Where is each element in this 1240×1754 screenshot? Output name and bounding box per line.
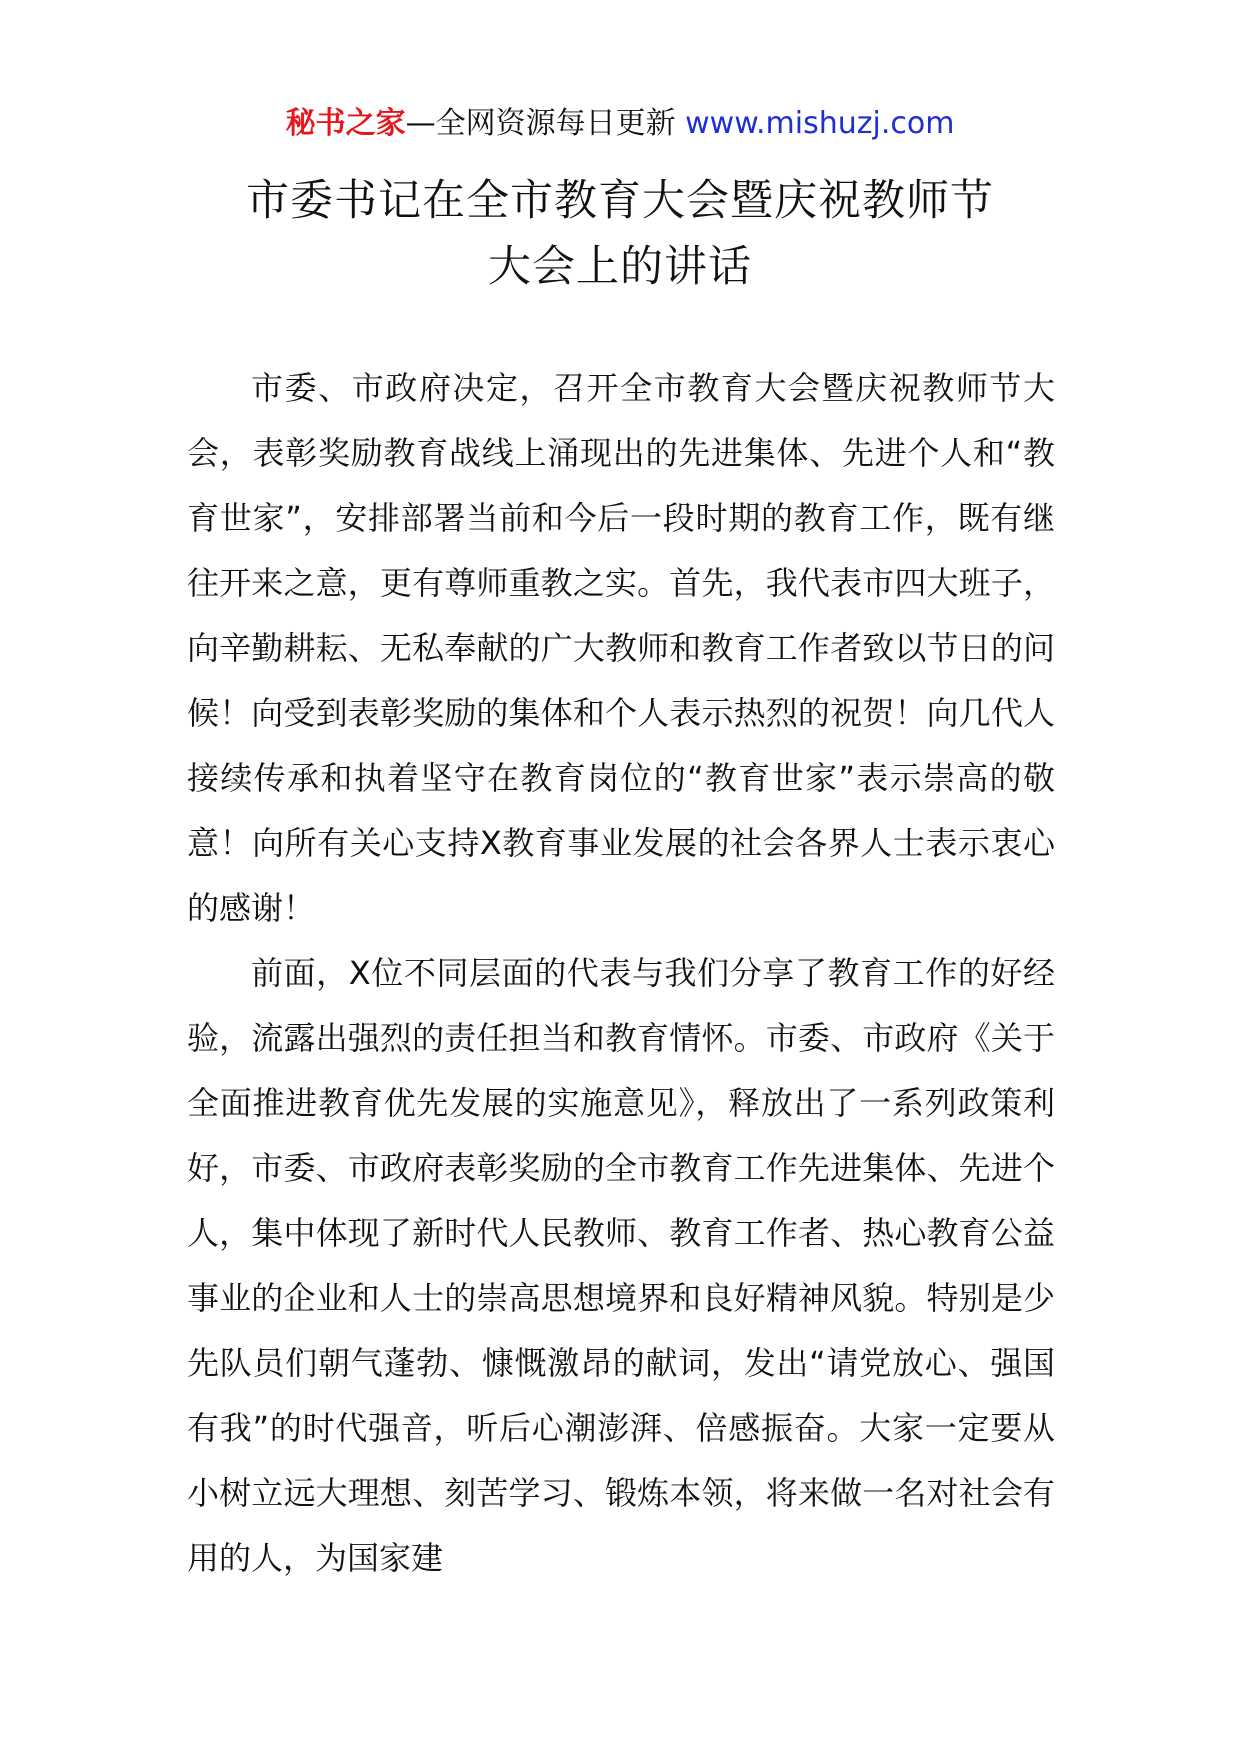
site-header bbox=[0, 104, 1240, 144]
title-line-1: 市委书记在全市教育大会暨庆祝教师节 bbox=[246, 176, 994, 226]
header-tagline: —全网资源每日更新 bbox=[405, 106, 686, 141]
document-title bbox=[0, 168, 1240, 300]
title-line-2: 大会上的讲话 bbox=[488, 242, 752, 292]
document-body bbox=[187, 356, 1055, 1591]
paragraph-1: 市委、市政府决定，召开全市教育大会暨庆祝教师节大会，表彰奖励教育战线上涌现出的先进集体、先进个人和“教育世家”，安排部署当前和今后一段时期的教育工作，既有继往开来之意，更有尊师重教之实。首先，我代表市四大班子，向辛勤耕耘、无私奉献的广大教师和教育工作者致以节日的问候！向受到表彰奖励的集体和个人表示热烈的祝贺！向几代人接续传承和执着坚守在教育岗位的“教育世家”表示崇高的敬意！向所有关心支持X教育事业发展的社会各界人士表示衷心的感谢！ bbox=[187, 369, 1055, 927]
paragraph-2: 前面，X位不同层面的代表与我们分享了教育工作的好经验，流露出强烈的责任担当和教育情怀。市委、市政府《关于全面推进教育优先发展的实施意见》，释放出了一系列政策利好，市委、市政府表彰奖励的全市教育工作先进集体、先进个人，集中体现了新时代人民教师、教育工作者、热心教育公益事业的企业和人士的崇高思想境界和良好精神风貌。特别是少先队员们朝气蓬勃、慷慨激昂的献词，发出“请党放心、强国有我”的时代强音，听后心潮澎湃、倍感振奋。大家一定要从小树立远大理想、刻苦学习、锻炼本领，将来做一名对社会有用的人，为国家建 bbox=[187, 954, 1055, 1577]
brand-name: 秘书之家 bbox=[285, 106, 406, 141]
site-url-link[interactable]: www.mishuzj.com bbox=[685, 106, 955, 141]
